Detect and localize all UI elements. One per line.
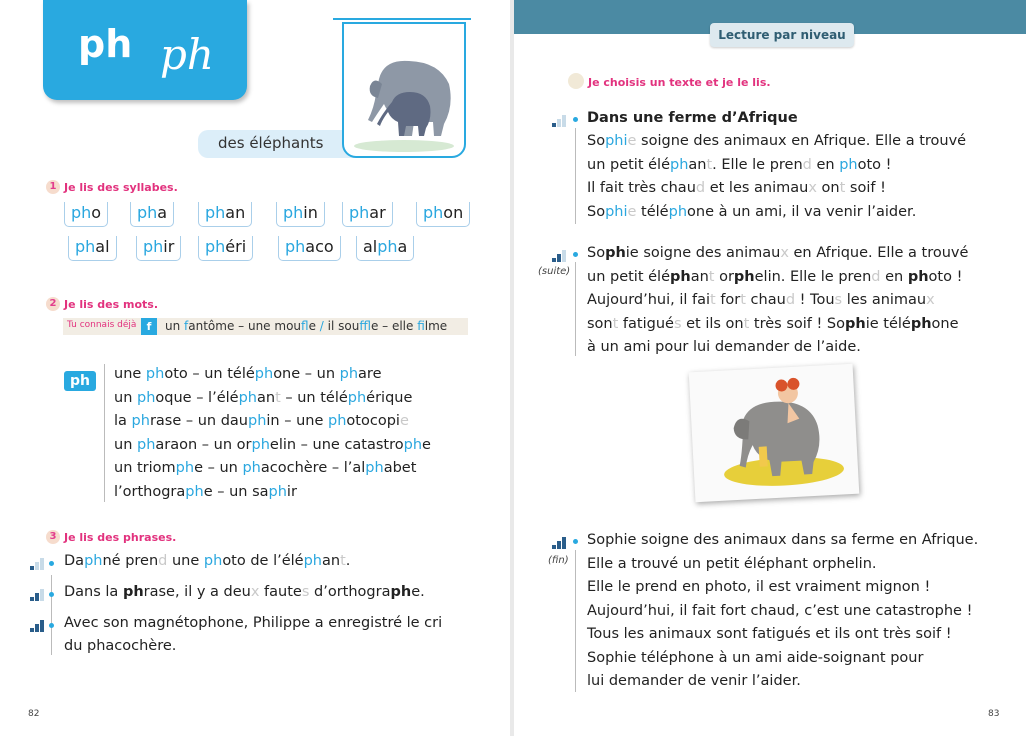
right-page xyxy=(514,0,1026,736)
text-segment: a xyxy=(397,237,408,256)
text-segment: ph xyxy=(670,156,689,173)
syllable-row-1 xyxy=(64,202,484,230)
section-number-1: 1 xyxy=(46,180,60,194)
text-segment: ! Tou xyxy=(795,292,835,308)
text-segment: né pren xyxy=(102,553,159,569)
text1-body xyxy=(587,133,966,227)
syllable-card xyxy=(136,236,181,261)
text-segment: t xyxy=(275,389,281,406)
title-print: ph xyxy=(78,22,133,66)
text-segment: on xyxy=(816,180,840,196)
text-segment: So xyxy=(587,203,606,220)
text-segment: ie télé xyxy=(865,315,911,332)
bullet xyxy=(49,561,54,566)
text-segment: one xyxy=(931,315,959,332)
text-segment: ph xyxy=(205,203,226,222)
text-segment: ph xyxy=(423,203,444,222)
text-segment: t xyxy=(743,315,750,332)
text-segment: s xyxy=(834,292,843,308)
text-segment: al xyxy=(95,237,110,256)
text-segment: en xyxy=(880,268,908,285)
text-segment: ph xyxy=(328,413,347,429)
word-part-ph: ph xyxy=(271,134,291,152)
text3-line: Elle a trouvé un petit éléphant orphelin. xyxy=(587,555,877,572)
section-title-1: Je lis des syllabes. xyxy=(64,181,178,194)
text-segment: ph xyxy=(285,237,306,256)
syllable-card xyxy=(342,202,393,227)
page-number-left: 82 xyxy=(28,709,40,719)
text3-line: Sophie téléphone à un ami aide-soignant pour xyxy=(587,649,924,666)
text-segment: t xyxy=(740,292,746,308)
level-2-icon xyxy=(552,248,568,262)
text-segment: oto – un télé xyxy=(164,366,255,382)
text-segment: f xyxy=(184,319,189,333)
level-3-icon xyxy=(552,535,568,549)
page-number-right: 83 xyxy=(988,709,1000,719)
text-segment: oto ! xyxy=(928,268,963,285)
text-segment: éri xyxy=(225,237,247,256)
text-segment: soif ! xyxy=(845,180,886,196)
sentence-1 xyxy=(64,553,350,569)
text-segment: ph xyxy=(668,203,688,220)
text-segment: Avec son magnétophone, Philippe a enregistré le cri xyxy=(64,615,443,631)
text-segment: for xyxy=(715,292,741,308)
text-segment: d xyxy=(695,180,706,196)
text-segment: une xyxy=(114,366,146,382)
text-segment: or xyxy=(714,268,734,285)
text-segment: ph xyxy=(839,156,858,173)
text-segment: a xyxy=(157,203,168,222)
text-segment: Da xyxy=(64,553,85,569)
text-segment: / xyxy=(319,319,324,333)
level-2-icon xyxy=(30,587,46,601)
text2-body xyxy=(587,245,968,363)
syllable-row-2 xyxy=(64,236,484,264)
text-segment: ph xyxy=(349,203,370,222)
text-segment: ph xyxy=(131,413,150,429)
text-segment: ph xyxy=(605,245,626,261)
word-line xyxy=(114,437,431,461)
text-segment: f xyxy=(417,319,425,333)
text-segment: le xyxy=(308,319,320,333)
level-1-icon xyxy=(552,113,568,127)
text-segment: les animau xyxy=(842,292,927,308)
bullet xyxy=(49,623,54,628)
tcd-words xyxy=(165,319,447,333)
text-segment: soigne des animaux en Afrique. Elle a trouvé xyxy=(636,133,967,149)
text-segment: l’orthogra xyxy=(114,483,186,500)
bullet xyxy=(573,117,578,122)
hanger-stick xyxy=(333,18,471,20)
sentence-3-cont xyxy=(64,638,176,654)
text-segment: Dans la xyxy=(64,584,123,600)
text-segment: – un télé xyxy=(280,389,348,406)
syllable-card xyxy=(130,202,174,227)
text-segment: oque – l’élé xyxy=(155,389,239,406)
syllable-card xyxy=(198,236,253,261)
text-segment: in – une xyxy=(266,413,329,429)
text-segment: x xyxy=(250,584,260,600)
text-segment: one à un ami, il va venir l’aider. xyxy=(687,203,917,220)
word-line xyxy=(114,484,431,508)
sentence-3 xyxy=(64,615,442,631)
text-segment: e xyxy=(399,413,409,429)
text-segment: la xyxy=(114,413,132,429)
text-segment: un xyxy=(165,319,185,333)
text3-line: Elle le prend en photo, il est vraiment mignon ! xyxy=(587,579,931,595)
text-segment: ar xyxy=(369,203,386,222)
text3-line: Tous les animaux sont fatigués et ils ont très soif ! xyxy=(587,626,952,642)
text-segment: à un ami pour lui demander de l’aide. xyxy=(587,339,861,355)
text-segment: an xyxy=(688,156,707,173)
instruction-icon xyxy=(568,73,584,89)
text-segment: one – un xyxy=(273,366,340,382)
text1-title: Dans une ferme d’Afrique xyxy=(587,110,798,126)
text-segment: un petit élé xyxy=(587,156,670,173)
text-segment: érique xyxy=(366,389,413,406)
text-segment: en xyxy=(811,156,840,173)
text-segment: an xyxy=(322,553,341,569)
tu-connais-deja-bar xyxy=(63,318,468,335)
text-segment: ph xyxy=(205,237,226,256)
text-segment: une xyxy=(167,553,204,569)
text-segment: are xyxy=(358,366,382,382)
syllable-card xyxy=(68,236,117,261)
instruction: Je choisis un texte et je le lis. xyxy=(588,76,771,89)
text-segment: antôme – une mou xyxy=(188,319,302,333)
text-segment: x xyxy=(780,245,789,261)
sentence-2 xyxy=(64,584,425,600)
text-segment: o xyxy=(91,203,102,222)
text-segment: fatigué xyxy=(618,315,674,332)
text-segment: il sou xyxy=(323,319,360,333)
title-tab xyxy=(43,0,247,100)
text-segment: ph xyxy=(670,268,691,285)
text-segment: abet xyxy=(383,460,417,476)
text-segment: ph xyxy=(185,483,204,500)
text-segment: ph xyxy=(137,389,156,406)
text3-line: Sophie soigne des animaux dans sa ferme en Afrique. xyxy=(587,532,979,548)
text-segment: ph xyxy=(390,584,412,600)
word-label xyxy=(218,134,323,152)
syllable-card xyxy=(276,202,325,227)
text-segment: on xyxy=(443,203,464,222)
text-segment: ph xyxy=(365,460,384,476)
text-segment: s xyxy=(673,315,682,332)
text-segment: t xyxy=(839,180,846,196)
section-number-2: 2 xyxy=(46,297,60,311)
text-segment: e. xyxy=(411,584,425,600)
text-segment: en Afrique. Elle a trouvé xyxy=(788,245,969,261)
word-list xyxy=(114,366,431,507)
fin-label: (fin) xyxy=(548,555,569,566)
text-segment: elin. Elle le pren xyxy=(754,268,872,285)
text-segment: d xyxy=(158,553,168,569)
text-segment: phi xyxy=(605,133,628,149)
text-segment: oto de l’élé xyxy=(222,553,304,569)
text-segment: et les animau xyxy=(705,180,809,196)
text-segment: an xyxy=(225,203,246,222)
text-segment: rase – un dau xyxy=(149,413,248,429)
text-segment: araon – un or xyxy=(155,436,252,453)
text-segment: ph xyxy=(251,436,270,453)
text-segment: ph xyxy=(122,584,144,600)
text-segment: t xyxy=(340,553,346,569)
text-segment: e – un sa xyxy=(203,483,269,500)
text-segment: ph xyxy=(268,483,287,500)
text-segment: un triom xyxy=(114,460,176,476)
text-segment: ph xyxy=(910,315,932,332)
syllable-card xyxy=(278,236,341,261)
bullet xyxy=(573,252,578,257)
text-segment: acochère – l’al xyxy=(260,460,366,476)
text-segment: oto ! xyxy=(857,156,892,173)
text-segment: ir xyxy=(286,483,297,500)
text-segment: ph xyxy=(733,268,755,285)
section-number-3: 3 xyxy=(46,530,60,544)
text-segment: ir xyxy=(163,237,175,256)
text-segment: d xyxy=(802,156,812,173)
text-segment: e xyxy=(422,436,431,453)
elephants-image xyxy=(342,22,466,158)
bullet xyxy=(49,592,54,597)
text-segment: chau xyxy=(745,292,786,308)
text-segment: très soif ! So xyxy=(749,315,845,332)
text-segment: e xyxy=(627,133,637,149)
bullet xyxy=(573,539,578,544)
text-segment: le – elle xyxy=(370,319,418,333)
text-segment: ph xyxy=(339,366,359,382)
text-segment: ph xyxy=(238,389,257,406)
text1-line xyxy=(587,133,966,157)
syllable-card xyxy=(64,202,108,227)
text-segment: t xyxy=(612,315,619,332)
text-segment: ph xyxy=(303,553,322,569)
text-segment: Il fait très chau xyxy=(587,180,696,196)
text-segment: ph xyxy=(403,436,423,453)
text-segment: f xyxy=(301,319,309,333)
section-title-3: Je lis des phrases. xyxy=(64,531,177,544)
text1-line xyxy=(587,157,966,181)
text-segment: ph xyxy=(242,460,261,476)
word-part: ants xyxy=(291,134,324,152)
text-segment: an xyxy=(690,268,709,285)
text-segment: phi xyxy=(605,203,628,220)
text-segment: rase, il y a deu xyxy=(143,584,251,600)
word-line xyxy=(114,390,431,414)
word-list-rule xyxy=(104,364,105,502)
text-segment: e xyxy=(627,203,637,220)
text-segment: son xyxy=(587,315,613,332)
text-segment: ilme xyxy=(424,319,448,333)
text-segment: x xyxy=(808,180,817,196)
text-segment: in xyxy=(303,203,318,222)
word-line xyxy=(114,366,431,390)
text-segment: ie soigne des animau xyxy=(625,245,781,261)
text3-body xyxy=(587,532,978,697)
text2-line xyxy=(587,339,968,363)
syllable-card xyxy=(416,202,470,227)
text-segment: ph xyxy=(845,315,866,332)
text-segment: an xyxy=(256,389,276,406)
text1-line xyxy=(587,180,966,204)
text-segment: un xyxy=(114,389,137,406)
text-segment: . Elle le pren xyxy=(712,156,803,173)
text-segment: un petit élé xyxy=(587,268,670,285)
text-segment: ph xyxy=(145,366,165,382)
text-segment: So xyxy=(587,245,606,261)
text-segment: ph xyxy=(248,413,267,429)
suite-label: (suite) xyxy=(538,266,571,277)
text-segment: ph xyxy=(203,553,223,569)
text-segment: ph xyxy=(907,268,929,285)
girl-on-elephant-image xyxy=(689,364,860,502)
text2-line xyxy=(587,245,968,269)
text-segment: ff xyxy=(359,319,371,333)
ph-label-box: ph xyxy=(64,371,96,391)
text-segment: ph xyxy=(137,203,158,222)
text-segment: télé xyxy=(636,203,669,220)
text-segment: d’orthogra xyxy=(309,584,391,600)
banner-lecture-par-niveau: Lecture par niveau xyxy=(710,23,854,47)
text-segment: ph xyxy=(143,237,164,256)
text2-rule xyxy=(575,262,576,356)
text-segment: otocopi xyxy=(346,413,400,429)
text-segment: du phacochère. xyxy=(64,638,177,654)
text-segment: So xyxy=(587,133,606,149)
text-segment: x xyxy=(926,292,935,308)
section-title-2: Je lis des mots. xyxy=(64,298,159,311)
text-segment: ph xyxy=(347,389,367,406)
tcd-letter-box: f xyxy=(141,318,157,335)
text-segment: ph xyxy=(137,436,156,453)
text-segment: d xyxy=(785,292,796,308)
text-segment: al xyxy=(363,237,378,256)
text-segment: ph xyxy=(84,553,103,569)
word-line xyxy=(114,460,431,484)
text-segment: aco xyxy=(305,237,334,256)
word-part: des élé xyxy=(218,134,272,152)
text1-rule xyxy=(575,128,576,224)
text2-line xyxy=(587,316,968,340)
text-segment: ph xyxy=(283,203,304,222)
text-segment: ph xyxy=(71,203,92,222)
text3-line: lui demander de venir l’aider. xyxy=(587,673,801,689)
text-segment: t xyxy=(710,292,716,308)
text-segment: t xyxy=(706,156,713,173)
text2-line xyxy=(587,269,968,293)
text3-line: Aujourd’hui, il fait fort chaud, c’est une catastrophe ! xyxy=(587,602,973,619)
level-3-icon xyxy=(30,618,46,632)
text1-line xyxy=(587,204,966,228)
text-segment: elin – une catastro xyxy=(269,436,404,453)
text-segment: t xyxy=(708,268,715,285)
level-1-icon xyxy=(30,556,46,570)
text2-line xyxy=(587,292,968,316)
text-segment: e – un xyxy=(194,460,243,476)
text-segment: ph xyxy=(175,460,195,476)
text-segment: un xyxy=(114,436,137,453)
text-segment: et ils on xyxy=(681,315,744,332)
syllable-card xyxy=(356,236,414,261)
text-segment: Aujourd’hui, il fai xyxy=(587,292,711,308)
text-segment: faute xyxy=(259,584,302,600)
word-line xyxy=(114,413,431,437)
sentences-rule xyxy=(51,575,52,655)
text-segment: ph xyxy=(254,366,274,382)
text3-rule xyxy=(575,550,576,692)
syllable-card xyxy=(198,202,252,227)
left-page xyxy=(0,0,510,736)
tcd-label: Tu connais déjà xyxy=(67,320,137,330)
text-segment: s xyxy=(301,584,310,600)
text-segment: ph xyxy=(377,237,398,256)
text-segment: ph xyxy=(75,237,96,256)
text-segment: . xyxy=(345,553,351,569)
title-cursive: ph xyxy=(160,30,214,79)
text-segment: d xyxy=(871,268,881,285)
